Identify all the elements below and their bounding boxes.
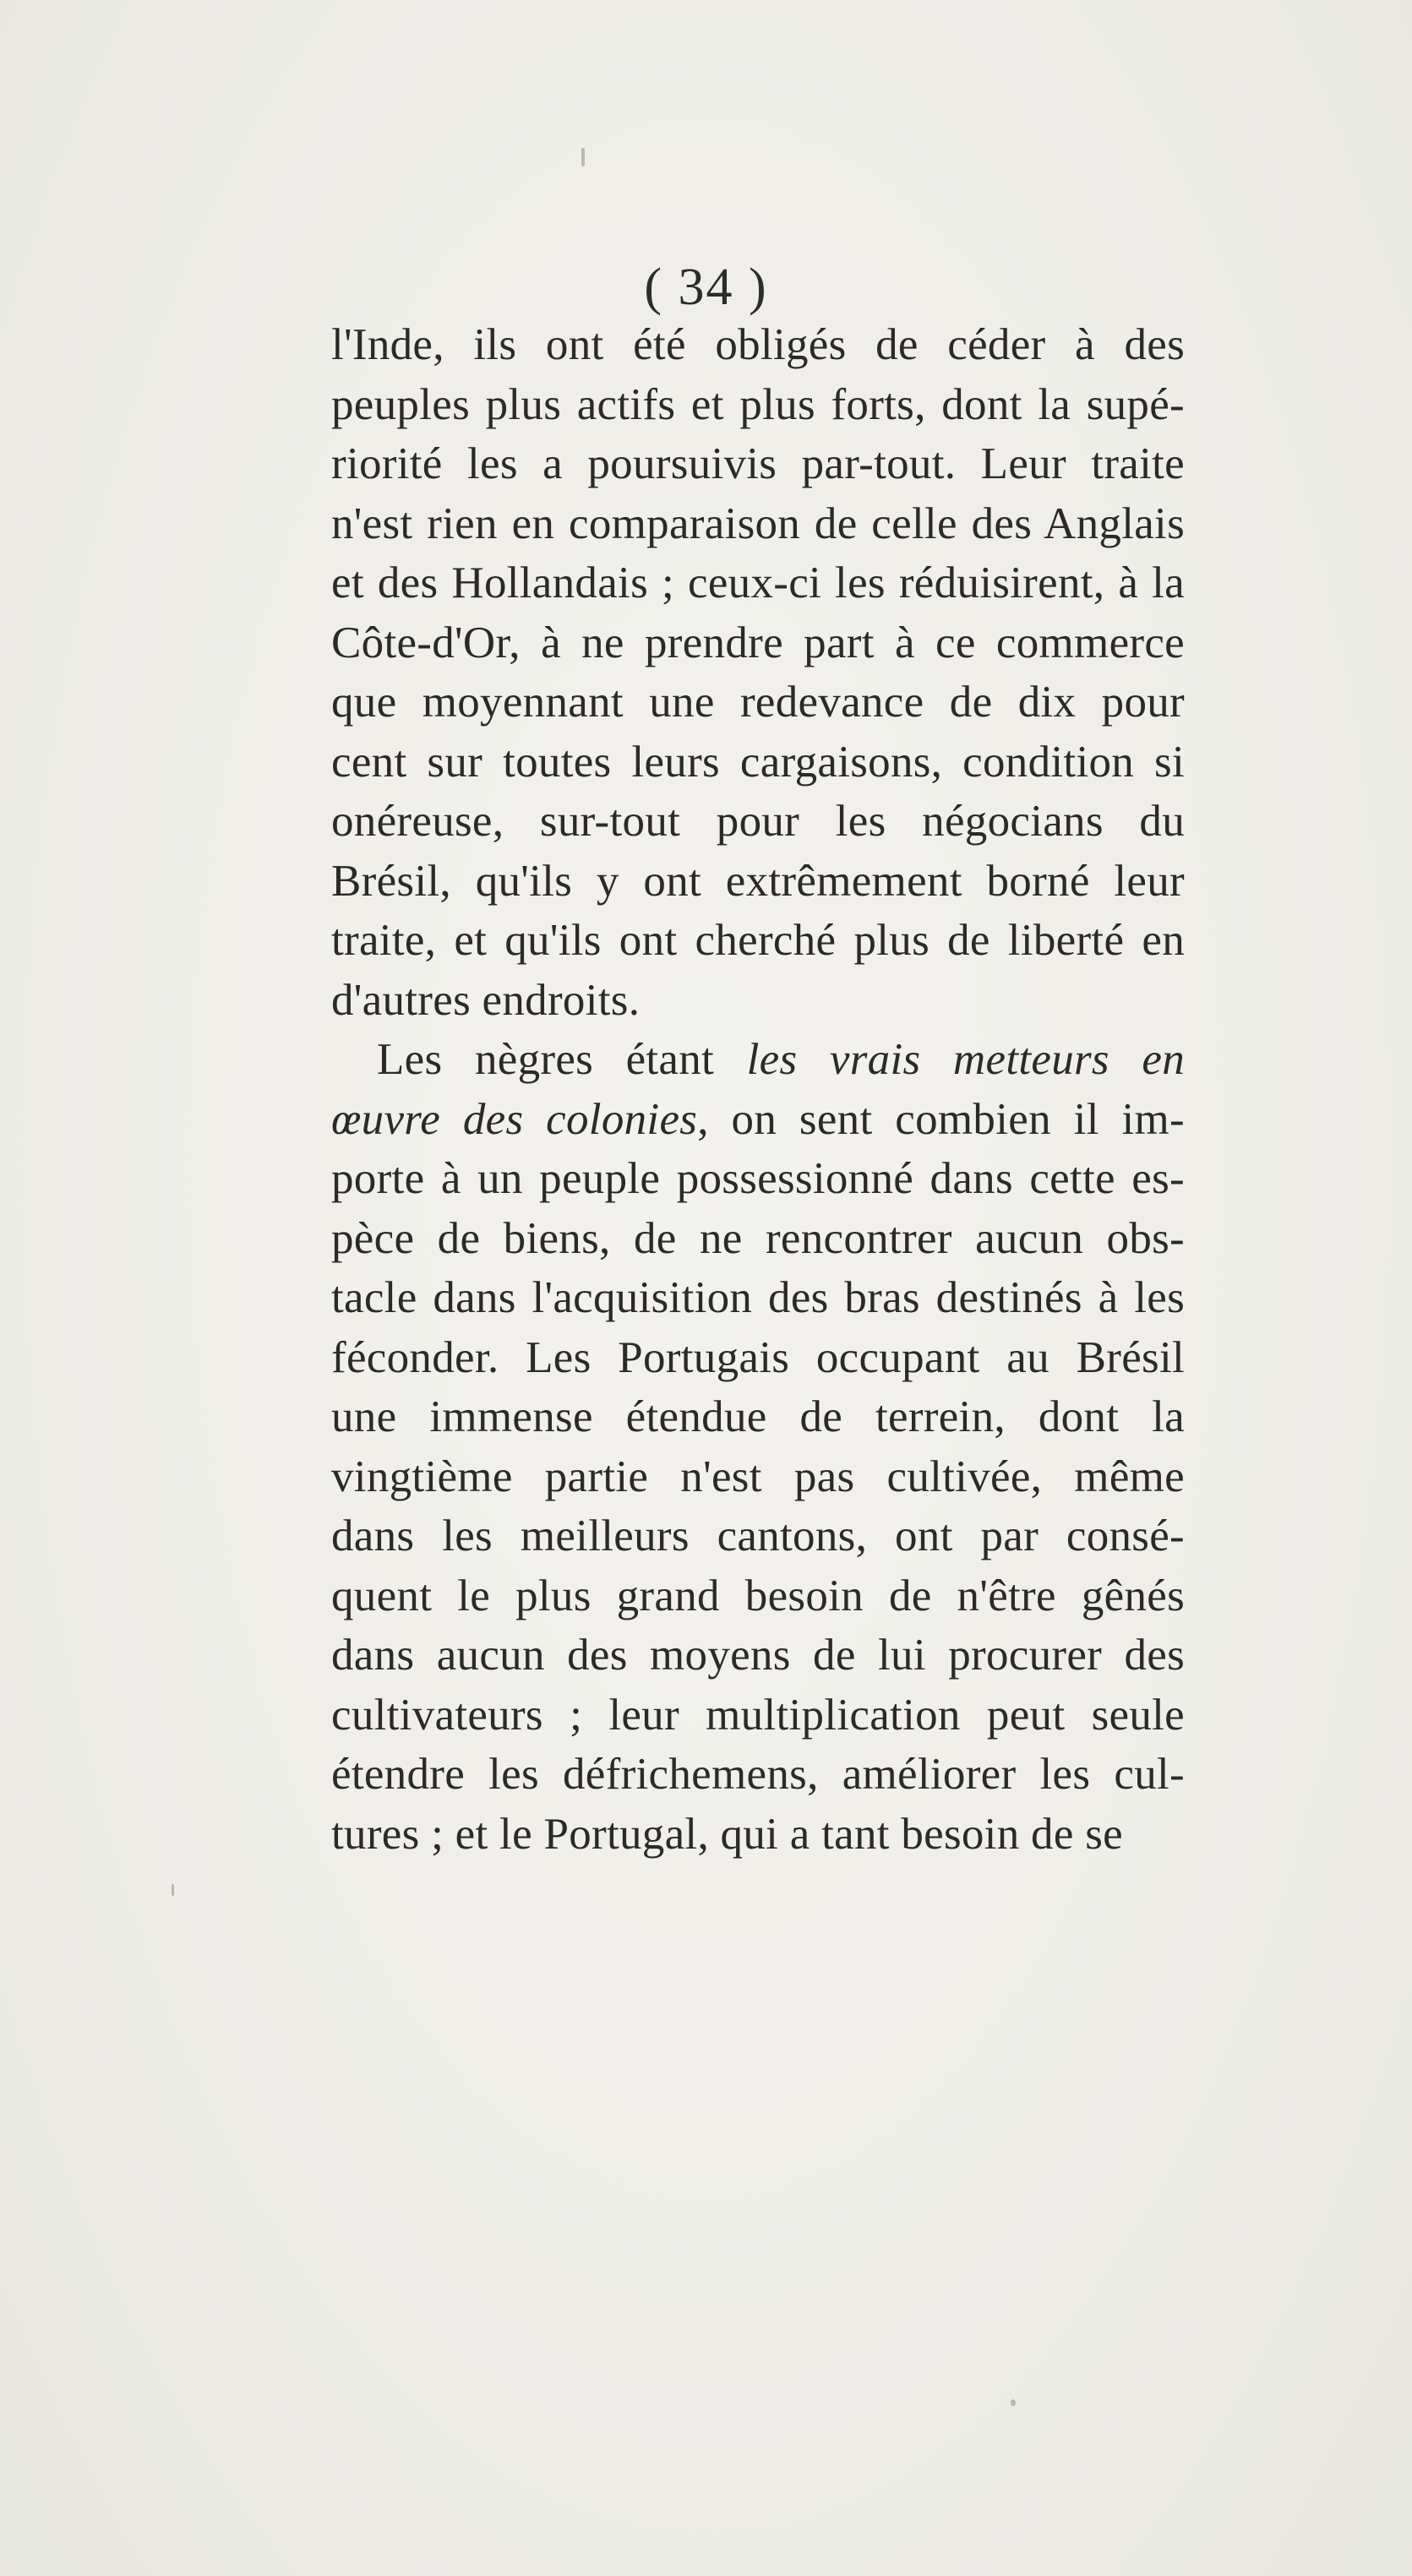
paragraph-1-line: cent sur toutes leurs cargaisons, condition si <box>331 737 1185 787</box>
paragraph-2-line: une immense étendue de terrein, dont la <box>331 1392 1185 1441</box>
paragraph-2-italic-text: les vrais metteurs en <box>746 1035 1185 1084</box>
paragraph-2-line: quent le plus grand besoin de n'être gênés <box>331 1571 1185 1620</box>
paragraph-1-line: n'est rien en comparaison de celle des Anglais <box>331 498 1185 548</box>
paragraph-2-line: féconder. Les Portugais occupant au Brésil <box>331 1332 1185 1382</box>
paragraph-1-line: l'Inde, ils ont été obligés de céder à des <box>331 320 1185 369</box>
paper-speck <box>172 1884 174 1896</box>
paragraph-1-line: que moyennant une redevance de dix pour <box>331 678 1185 727</box>
paper-speck <box>1011 2399 1016 2406</box>
paragraph-1-line: et des Hollandais ; ceux-ci les réduisirent, à la <box>331 558 1185 607</box>
paragraph-1-line: onéreuse, sur-tout pour les négocians du <box>331 797 1185 846</box>
paper-speck <box>581 148 585 166</box>
paragraph-1-line: riorité les a poursuivis par-tout. Leur traite <box>331 439 1185 488</box>
page-number: ( 34 ) <box>644 259 768 316</box>
paragraph-2-text: Les nègres étant <box>377 1035 747 1084</box>
paragraph-2-line: dans aucun des moyens de lui procurer des <box>331 1631 1185 1680</box>
paragraph-1-line: traite, et qu'ils ont cherché plus de liberté en <box>331 916 1185 965</box>
paragraph-2-first-line <box>331 1030 1185 1090</box>
paragraph-2-line: tacle dans l'acquisition des bras destinés à les <box>331 1273 1185 1322</box>
body-text <box>331 315 1185 1864</box>
paragraph-2-line: étendre les défrichemens, améliorer les cul- <box>331 1750 1185 1799</box>
paragraph-2-line: vingtième partie n'est pas cultivée, même <box>331 1451 1185 1501</box>
paragraph-2-text: , on sent combien il im- <box>697 1094 1185 1144</box>
paragraph-1-line: peuples plus actifs et plus forts, dont la supé- <box>331 379 1185 429</box>
paragraph-2-line: cultivateurs ; leur multiplication peut seule <box>331 1690 1185 1740</box>
paragraph-1-line: d'autres endroits. <box>331 975 641 1025</box>
paragraph-2-italic-text: œuvre des colonies <box>331 1094 698 1144</box>
paragraph-2-line: tures ; et le Portugal, qui a tant besoin de se <box>331 1809 1123 1859</box>
paragraph-1-line: Brésil, qu'ils y ont extrêmement borné leur <box>331 856 1185 906</box>
paragraph-1-line: Côte-d'Or, à ne prendre part à ce commerce <box>331 618 1185 667</box>
paragraph-2-line: porte à un peuple possessionné dans cette es- <box>331 1154 1185 1203</box>
paragraph-2-line: dans les meilleurs cantons, ont par consé- <box>331 1511 1185 1560</box>
paragraph-2-line: pèce de biens, de ne rencontrer aucun obs- <box>331 1213 1185 1263</box>
paragraph-2-second-line <box>331 1090 1185 1150</box>
